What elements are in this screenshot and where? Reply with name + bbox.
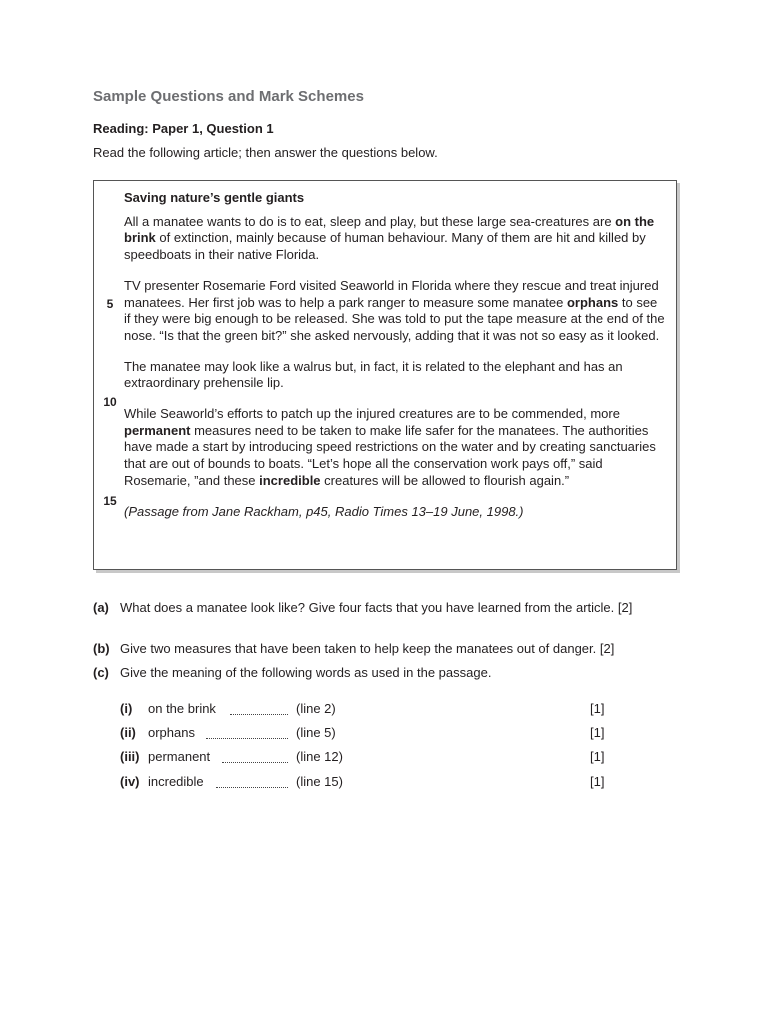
question-label: (c) [93, 665, 109, 680]
subquestion-line-ref: (line 12) [296, 749, 343, 764]
subquestion-word: orphans [148, 725, 195, 740]
passage-body [124, 190, 667, 520]
subquestion-label: (iii) [120, 749, 140, 764]
subquestion-word: incredible [148, 774, 204, 789]
subquestion-mark: [1] [590, 749, 605, 764]
question-label: (b) [93, 641, 110, 656]
passage-paragraph-2: TV presenter Rosemarie Ford visited Seaworld in Florida where they rescue and treat injured manatees. Her first job was to help a park ranger to measure some manatee orphans to see if they were big enough to be released. She was told to put the tape measure at the end of the nose. “Is that the green bit?” she asked nervously, adding that it was not so easy as it looked. [124, 277, 665, 343]
subquestion-label: (iv) [120, 774, 140, 789]
subquestion-word: permanent [148, 749, 211, 764]
answer-blank[interactable] [216, 787, 288, 788]
subquestion-line-ref: (line 5) [296, 725, 336, 740]
subquestion-mark: [1] [590, 725, 605, 740]
answer-blank[interactable] [222, 762, 288, 763]
question-text: Give the meaning of the following words as used in the passage. [120, 665, 492, 680]
subquestion-iii [120, 749, 640, 767]
subquestion-mark: [1] [590, 774, 605, 789]
question-text: Give two measures that have been taken to help keep the manatees out of danger. [2] [120, 641, 615, 656]
passage-citation: (Passage from Jane Rackham, p45, Radio Times 13–19 June, 1998.) [124, 503, 524, 519]
subquestion-line-ref: (line 15) [296, 774, 343, 789]
page-title: Sample Questions and Mark Schemes [93, 88, 364, 105]
keyword-incredible: incredible [259, 472, 321, 488]
question-label: (a) [93, 600, 109, 615]
subquestion-word: on the brink [148, 701, 216, 716]
line-number: 5 [106, 297, 114, 311]
passage-title: Saving nature’s gentle giants [124, 190, 305, 205]
subquestion-i [120, 701, 640, 719]
passage-box [93, 180, 677, 570]
passage-paragraph-1: All a manatee wants to do is to eat, sleep and play, but these large sea-creatures are on the brink of extinction, mainly because of human behaviour. Many of them are hit and killed by speedboats in their native Florida. [124, 213, 655, 263]
subquestion-label: (ii) [120, 725, 136, 740]
subquestion-mark: [1] [590, 701, 605, 716]
keyword-permanent: permanent [124, 422, 191, 438]
subquestion-iv [120, 774, 640, 792]
line-number: 10 [103, 395, 117, 409]
answer-blank[interactable] [206, 738, 288, 739]
subquestion-ii [120, 725, 640, 743]
line-number: 15 [103, 494, 117, 508]
subquestion-line-ref: (line 2) [296, 701, 336, 716]
keyword-orphans: orphans [566, 294, 619, 310]
subquestion-label: (i) [120, 701, 133, 716]
answer-blank[interactable] [230, 714, 288, 715]
passage-paragraph-3: The manatee may look like a walrus but, in fact, it is related to the elephant and has an extraordinary prehensile lip. [124, 358, 623, 391]
question-text: What does a manatee look like? Give four facts that you have learned from the article. [2] [120, 600, 633, 615]
section-heading: Reading: Paper 1, Question 1 [93, 121, 274, 136]
passage-paragraph-4: While Seaworld’s efforts to patch up the injured creatures are to be commended, more permanent measures need to be taken to make life safer for the manatees. The authorities have made a start by introducing speed restrictions on the water and by creating sanctuaries that are out of bounds to boats. “Let’s hope all the conservation work pays off,” said Rosemarie, ”and these incredible creatures will be allowed to flourish again.” [124, 406, 656, 488]
instruction-text: Read the following article; then answer the questions below. [93, 145, 438, 160]
keyword-on-the-brink: on the brink [124, 213, 655, 246]
